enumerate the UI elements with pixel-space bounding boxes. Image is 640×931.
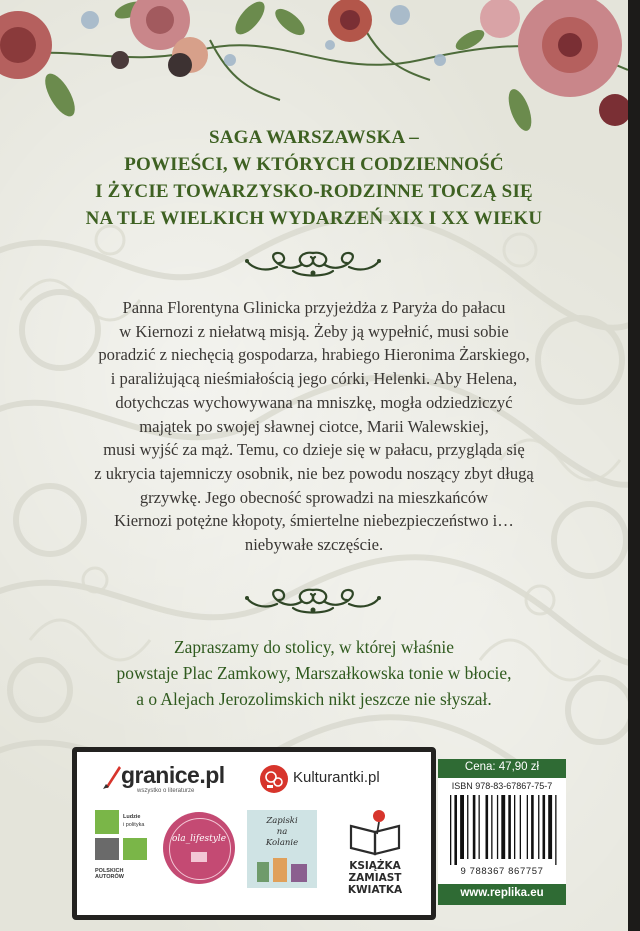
description-line: musi wyjść za mąż. Temu, co dzieje się w pałacu, przygląda się [103, 440, 525, 460]
series-headline [40, 124, 588, 232]
publisher-url: www.replika.eu [460, 887, 544, 899]
ludzie-title: Ludzie [123, 814, 141, 820]
granice-logo [101, 760, 241, 800]
zapiski-title: Zapiski na Kolanie [265, 816, 299, 848]
publisher-url-bar [438, 884, 566, 905]
price-bar [438, 759, 566, 778]
price-isbn-box [438, 759, 566, 905]
isbn-number: ISBN 978-83-67867-75-7 [451, 781, 553, 791]
ludzie-i-polityka-logo [95, 810, 153, 900]
invitation-line: powstaje Plac Zamkowy, Marszałkowska tonie w błocie, [116, 663, 512, 683]
headline-line: POWIEŚCI, W KTÓRYCH CODZIENNOŚĆ [124, 154, 504, 175]
scroll-ornament [243, 584, 383, 618]
description-line: grzywkę. Jego obecność sprowadzi na mieszkańców [139, 487, 489, 507]
scroll-ornament [243, 247, 383, 281]
media-partners-box [72, 747, 436, 920]
ludzie-subtitle: i polityka [123, 822, 145, 828]
price-label: Cena: 47,90 zł [464, 761, 540, 773]
page-edge [628, 0, 640, 931]
granice-tagline: wszystko o literaturze [137, 788, 195, 794]
isbn-area [438, 778, 566, 884]
invitation-line: a o Alejach Jerozolimskich nikt jeszcze nie słyszał. [136, 689, 492, 709]
ksiazka-zamiast-kwiatka-logo [331, 808, 419, 904]
book-flower-icon [345, 808, 405, 856]
description-line: z ukrycia tajemniczy osobnik, nie bez powodu noszący zbyt długą [94, 463, 534, 483]
description-line: dotychczas wychowywana na mniszkę, mogła odziedziczyć [115, 392, 513, 412]
ola-name: ola_lifestyle [171, 834, 227, 844]
granice-name: granice.pl [121, 762, 225, 788]
invitation-text [30, 634, 598, 712]
barcode-icon [448, 795, 560, 865]
description-line: majątek po swojej sławnej ciotce, Marii Walewskiej, [139, 416, 489, 436]
kulturantki-logo [259, 760, 419, 800]
description-line: i paraliżującą nieśmiałością jego córki, Helenki. Aby Helena, [110, 369, 518, 389]
headline-line: I ŻYCIE TOWARZYSKO-RODZINNE TOCZĄ SIĘ [95, 181, 533, 202]
description-line: niebywałe szczęście. [244, 535, 384, 555]
description-line: poradzić z niechęcią gospodarza, hrabiego Hieronima Żarskiego, [98, 345, 530, 365]
ludzie-footer: POLSKICH AUTORÓW [95, 868, 124, 880]
description-line: Panna Florentyna Glinicka przyjeżdża z Paryża do pałacu [122, 298, 506, 317]
book-description [30, 296, 598, 557]
headline-line: SAGA WARSZAWSKA – [208, 127, 419, 148]
ksiazka-title: KSIĄŻKA ZAMIAST KWIATKA [347, 860, 403, 896]
camera-icon [259, 764, 289, 794]
ola-lifestyle-logo [163, 812, 235, 884]
headline-line: NA TLE WIELKICH WYDARZEŃ XIX I XX WIEKU [85, 208, 543, 229]
zapiski-na-kolanie-logo [247, 810, 317, 888]
invitation-line: Zapraszamy do stolicy, w której właśnie [174, 637, 454, 657]
kulturantki-name: Kulturantki.pl [293, 769, 380, 786]
description-line: w Kiernozi z niełatwą misją. Żeby ją wypełnić, musi sobie [119, 321, 509, 341]
pen-icon [101, 764, 123, 790]
description-line: Kiernozi potężne kłopoty, śmiertelne niebezpieczeństwo i… [114, 511, 514, 531]
barcode-digits: 9 788367 867757 [460, 866, 544, 877]
